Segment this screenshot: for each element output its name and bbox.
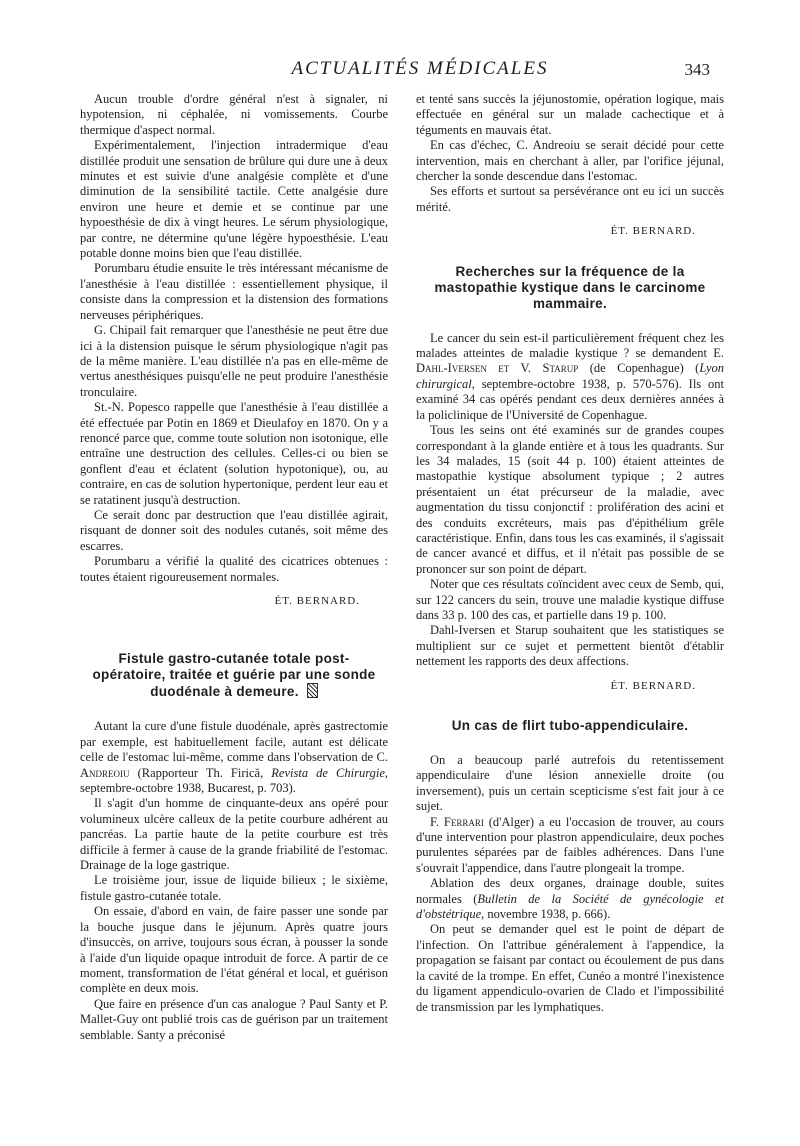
paragraph: et tenté sans succès la jéjunostomie, opération logique, mais effectuée en général sur un malade cachectique et à téguments en mauvais état. — [416, 92, 724, 137]
article-heading: Recherches sur la fréquence de la mastopathie kystique dans le carcinome mammaire. — [434, 263, 706, 311]
paragraph: Noter que ces résultats coïncident avec ceux de Semb, qui, sur 122 cancers du sein, trouve une maladie kystique diffuse dans 33 p. 100 des cas, et partielle dans 19 p. 100. — [416, 577, 724, 622]
paragraph: On peut se demander quel est le point de départ de l'infection. On l'attribue généralement à l'appendice, la propagation se faisant par contact ou écoulement de pus dans la cavité de la trompe. En effet, Cunéo a montré l'inexistence du ligament appendiculo-ovarien de Clado et l'impossibilité de transmission par les lymphatiques. — [416, 922, 724, 1014]
journal-title: Bulletin de la Société de gynécologie et d'obstétrique — [416, 891, 724, 922]
paragraph: En cas d'échec, C. Andreoiu se serait décidé pour cette intervention, mais en cherchant à aller, par l'orifice jéjunal, chercher la sonde descendue dans l'estomac. — [416, 138, 724, 184]
author-name: E. Dahl-Iversen et V. Starup — [416, 346, 724, 376]
paragraph: Ses efforts et surtout sa persévérance ont eu ici un succès mérité. — [416, 184, 724, 214]
paragraph: On essaie, d'abord en vain, de faire passer une sonde par la bouche jusque dans le jéjunum. Après quatre jours d'insuccès, on arrive, toujours sous écran, à pousser la sonde à l'aide d'un liquide opaque introduit de force. A partir de ce moment, transformation de l'état général et local, et guérison complète en deux mois. — [80, 904, 388, 996]
paragraph: Il s'agit d'un homme de cinquante-deux ans opéré pour volumineux ulcère calleux de la petite courbure adhérent au pancréas. La partie haute de la petite courbure est très difficile à fermer à cause de la grande friabilité de l'estomac. Drainage de la loge gastrique. — [80, 796, 388, 873]
journal-title: Revista de Chirurgie — [271, 765, 385, 780]
paragraph: St.-N. Popesco rappelle que l'anesthésie à l'eau distillée a été effectuée par Potin en 1869 et Dieulafoy en 1870. On y a renoncé parce que, comme toute solution non isotonique, elle entraîne une destruction des cellules. Celles-ci ou bien se gonflent d'eau et éclatent (solution hypotonique), ou, au contraire, en cas de solution hypertonique, perdent leur eau et se ratatinent jusqu'à destruction. — [80, 400, 388, 507]
running-head: ACTUALITÉS MÉDICALES — [291, 58, 549, 79]
paragraph: Ce serait donc par destruction que l'eau distillée agirait, risquant de donner soit des nodules cutanés, soit même des escarres. — [80, 507, 388, 553]
author-name: F. Ferrari — [430, 814, 484, 829]
article-heading: Fistule gastro-cutanée totale post-opératoire, traitée et guérie par une sonde duodénale à demeure. — [92, 651, 376, 700]
left-column — [80, 92, 388, 1043]
author-signature: ÉT. BERNARD. — [610, 679, 696, 692]
author-name: Andreoiu — [80, 765, 130, 780]
paragraph: F. Ferrari (d'Alger) a eu l'occasion de trouver, au cours d'une intervention pour plastron appendiculaire, deux poches purulentes séparées par de faibles adhérences. Dans l'une s'ouvrait l'appendice, dans l'autre plongeait la trompe. — [416, 814, 725, 875]
margin-mark-icon — [307, 683, 318, 698]
paragraph: Dahl-Iversen et Starup souhaitent que les statistiques se multiplient sur ce sujet et permettent bientôt d'établir nettement les rapports des deux affections. — [416, 623, 724, 669]
author-signature: ÉT. BERNARD. — [610, 225, 696, 238]
page-number: 343 — [684, 60, 710, 79]
paragraph: Le cancer du sein est-il particulièrement fréquent chez les malades atteintes de maladie kystique ? se demandent E. Dahl-Iversen et V. Starup (de Copenhague) (Lyon chirurgical, septembre-octobre 1938, p. 570-576). Ils ont examiné 34 cas opérés pendant ces deux dernières années à la policlinique de l'Université de Copenhague. — [416, 330, 724, 422]
paragraph: Aucun trouble d'ordre général n'est à signaler, ni hypotension, ni céphalée, ni vomissements. Courbe thermique d'aspect normal. — [80, 92, 388, 137]
paragraph: Expérimentalement, l'injection intradermique d'eau distillée produit une sensation de brûlure qui dure une à deux minutes et est suivie d'une analgésie complète et d'une diminution de la sensibilité tactile. Cette analgésie dure environ une heure et demie et se continue par une hypoesthésie de dix à vingt heures. Le sérum physiologique, par contre, ne détermine qu'une légère hypoesthésie. L'eau potable donne moins bien que l'eau distillée. — [80, 138, 388, 261]
paragraph: Tous les seins ont été examinés sur de grandes coupes correspondant à la glande entière et à tous les quadrants. Sur les 34 malades, 15 (soit 44 p. 100) étaient atteintes de mastopathie kystique absolument typique ; 2 autres présentaient un état précurseur de la maladie, avec augmentation du tissu conjonctif : prolifération des acini et des conduits excréteurs, mais pas d'épithélium grêle caractéristique. Enfin, dans tous les cas examinés, il s'agissait de cancer avancé et diffus, et il n'était pas possible de se prononcer sur son point de départ. — [416, 423, 724, 576]
article-heading: Un cas de flirt tubo-appendiculaire. — [451, 718, 689, 733]
paragraph: On a beaucoup parlé autrefois du retentissement appendiculaire d'une lésion annexielle droite (ou inversement), puis un certain scepticisme s'est fait jour à ce sujet. — [416, 753, 724, 814]
paragraph: Porumbaru étudie ensuite le très intéressant mécanisme de l'anesthésie à l'eau distillée : essentiellement physique, il consiste dans la compression et la distension des formations nerveuses périphériques. — [80, 261, 388, 322]
paragraph: G. Chipail fait remarquer que l'anesthésie ne peut être due ici à la distension puisque le sérum physiologique n'agit pas de la même manière. L'eau distillée n'a pas en elle-même de vertus anesthésiques puisqu'elle ne peut produire l'anesthésie tronculaire. — [80, 323, 388, 399]
right-column — [416, 92, 724, 1015]
paragraph: Que faire en présence d'un cas analogue ? Paul Santy et P. Mallet-Guy ont publié trois cas de guérison par un traitement semblable. Santy a préconisé — [80, 996, 388, 1042]
paragraph: Autant la cure d'une fistule duodénale, après gastrectomie par exemple, est habituellement facile, autant est délicate celle de l'estomac lui-même, comme dans l'observation de C. Andreoiu (Rapporteur Th. Firică, Revista de Chirurgie, septembre-octobre 1938, Bucarest, p. 703). — [80, 719, 389, 796]
paragraph: Porumbaru a vérifié la qualité des cicatrices obtenues : toutes étaient rigoureusement normales. — [80, 554, 388, 584]
paragraph: Le troisième jour, issue de liquide bilieux ; le sixième, fistule gastro-cutanée totale. — [80, 873, 388, 903]
journal-title: Lyon chirurgical — [416, 361, 724, 391]
author-signature: ÉT. BERNARD. — [274, 595, 360, 607]
paragraph: Ablation des deux organes, drainage double, suites normales (Bulletin de la Société de gynécologie et d'obstétrique, novembre 1938, p. 666). — [416, 876, 724, 922]
